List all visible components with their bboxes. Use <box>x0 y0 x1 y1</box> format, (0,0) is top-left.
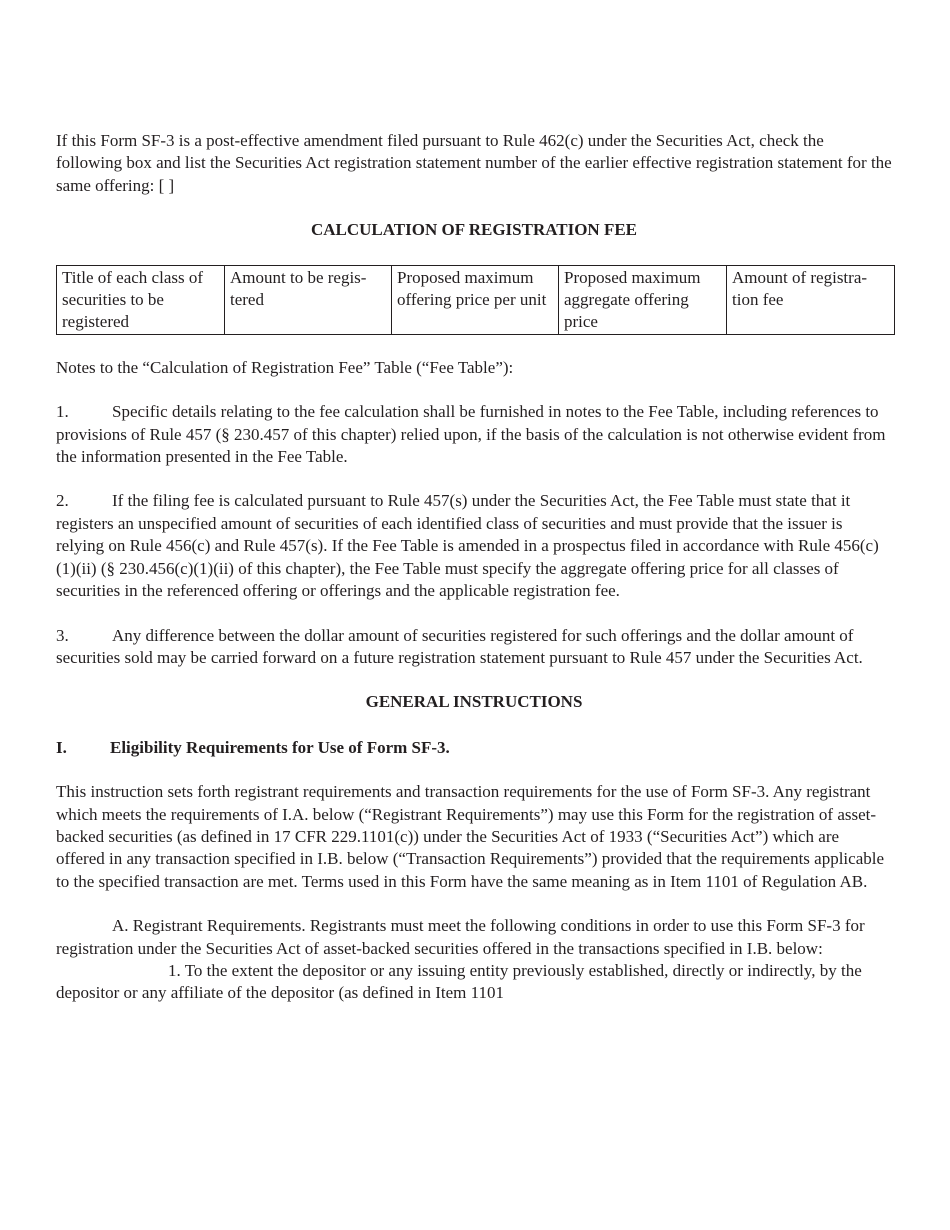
general-instructions-heading: GENERAL INSTRUCTIONS <box>365 692 583 712</box>
section-number: I. <box>56 737 67 757</box>
fee-heading: CALCULATION OF REGISTRATION FEE <box>310 220 638 240</box>
section-paragraph: This instruction sets forth registrant requirements and transaction requirements for the use of Form SF-3. Any registrant which meets the requirements of I.A. below (“Registrant Requirements”) may use this Form for the registration of asset-backed securities (as defined in 17 CFR 229.1101(c)) under the Securities Act of 1933 (“Securities Act”) which are offered in any transaction specified in I.B. below (“Transaction Requirements”) provided that the requirements applicable to the specified transaction are met. Terms used in this Form have the same meaning as in Item 1101 of Regulation AB. <box>56 782 885 891</box>
note-item <box>56 490 892 602</box>
document-page <box>56 130 892 1005</box>
notes-title: Notes to the “Calculation of Registration Fee” Table (“Fee Table”): <box>56 357 514 377</box>
note-item <box>56 625 892 670</box>
fee-table-header-cell: Amount to be regis-tered <box>225 265 392 334</box>
note-number: 2. <box>56 491 69 511</box>
note-number: 1. <box>56 402 69 422</box>
section-title: Eligibility Requirements for Use of Form SF-3. <box>110 737 450 757</box>
note-number: 3. <box>56 625 69 645</box>
note-text: If the filing fee is calculated pursuant to Rule 457(s) under the Securities Act, the Fee Table must state that it registers an unspecified amount of securities of each identified class of securities and must provide that the issuer is relying on Rule 456(c) and Rule 457(s). If the Fee Table is amended in a prospectus filed in accordance with Rule 456(c)(1)(ii) (§ 230.456(c)(1)(ii) of this chapter), the Fee Table must specify the aggregate offering price for all classes of securities in the referenced offering or offerings and the applicable registration fee. <box>56 491 879 601</box>
fee-table <box>56 265 895 335</box>
fee-table-header-cell: Title of each class of securities to be registered <box>57 265 225 334</box>
note-item <box>56 401 892 468</box>
fee-table-header-cell: Proposed maximum aggregate offering price <box>559 265 727 334</box>
note-text: Any difference between the dollar amount of securities registered for such offerings and the dollar amount of securities sold may be carried forward on a future registration statement pursuant to Rule 457 under the Securities Act. <box>56 625 863 667</box>
section-heading <box>56 737 892 759</box>
fee-table-header-row <box>57 265 895 334</box>
registrant-requirements-paragraph: A. Registrant Requirements. Registrants must meet the following conditions in order to use this Form SF-3 for registration under the Securities Act of asset-backed securities offered in the transactions specified in I.B. below: <box>56 916 865 958</box>
fee-table-header-cell: Amount of registra-tion fee <box>727 265 895 334</box>
intro-paragraph: If this Form SF-3 is a post-effective amendment filed pursuant to Rule 462(c) under the Securities Act, check the following box and list the Securities Act registration statement number of the earlier effective registration statement for the same offering: [ ] <box>56 131 892 195</box>
note-text: Specific details relating to the fee calculation shall be furnished in notes to the Fee Table, including references to provisions of Rule 457 (§ 230.457 of this chapter) relied upon, if the basis of the calculation is not otherwise evident from the information presented in the Fee Table. <box>56 402 886 467</box>
fee-table-header-cell: Proposed maximum offering price per unit <box>392 265 559 334</box>
requirement-item-paragraph: 1. To the extent the depositor or any issuing entity previously established, directly or indirectly, by the depositor or any affiliate of the depositor (as defined in Item 1101 <box>56 960 862 1003</box>
